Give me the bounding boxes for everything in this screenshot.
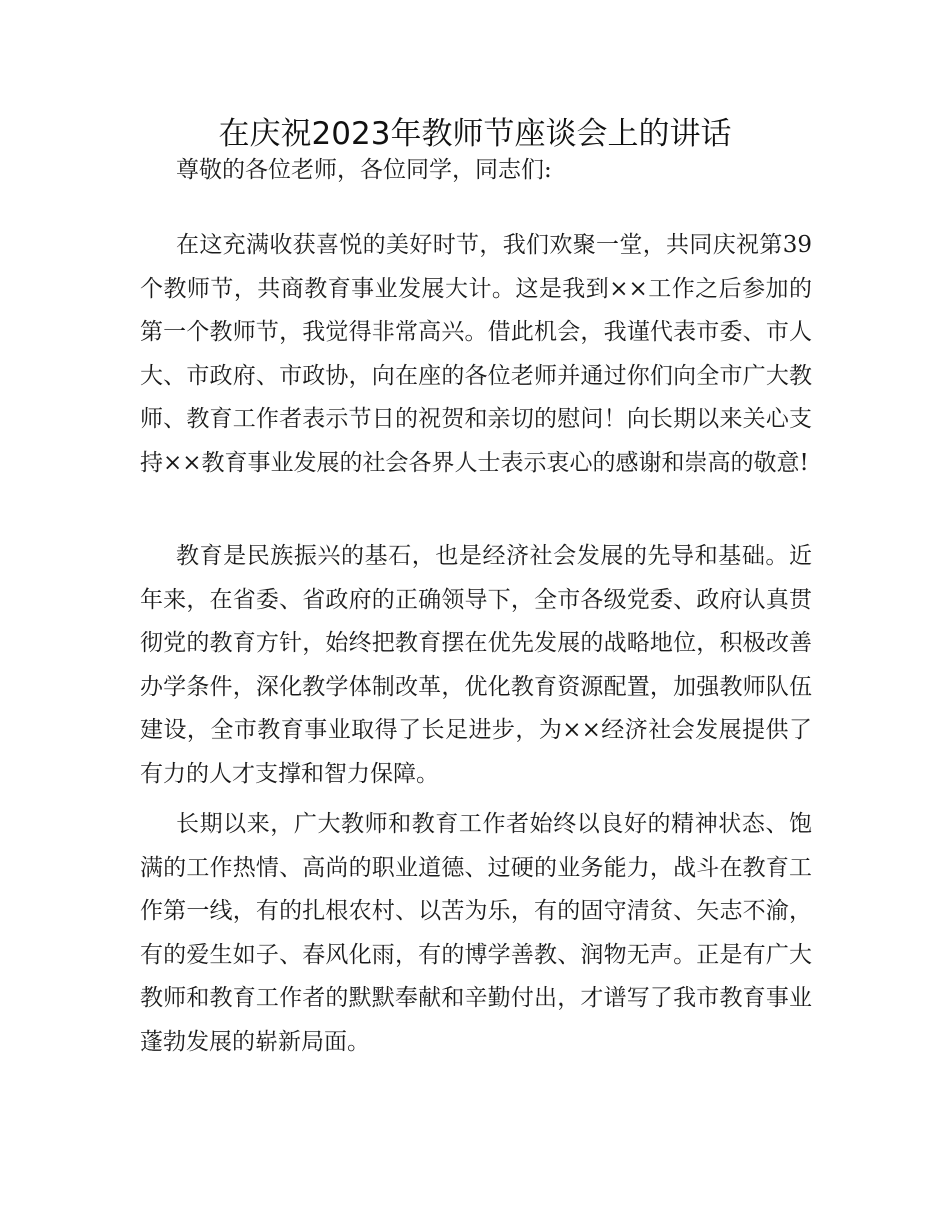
paragraph-2: 教育是民族振兴的基石，也是经济社会发展的先导和基础。近年来，在省委、省政府的正确领导下，全市各级党委、政府认真贯彻党的教育方针，始终把教育摆在优先发展的战略地位，积极改善办学条件，深化教学体制改革，优化教育资源配置，加强教师队伍建设，全市教育事业取得了长足进步，为××经济社会发展提供了有力的人才支撑和智力保障。 — [140, 543, 812, 787]
paragraph-3: 长期以来，广大教师和教育工作者始终以良好的精神状态、饱满的工作热情、高尚的职业道德、过硬的业务能力，战斗在教育工作第一线，有的扎根农村、以苦为乐，有的固守清贫、矢志不渝，有的爱生如子、春风化雨，有的博学善教、润物无声。正是有广大教师和教育工作者的默默奉献和辛勤付出，才谱写了我市教育事业蓬勃发展的崭新局面。 — [140, 811, 812, 1055]
salutation: 尊敬的各位老师，各位同学，同志们: — [176, 157, 552, 183]
paragraph-1: 在这充满收获喜悦的美好时节，我们欢聚一堂，共同庆祝第39个教师节，共商教育事业发展大计。这是我到××工作之后参加的第一个教师节，我觉得非常高兴。借此机会，我谨代表市委、市人大、市政府、市政协，向在座的各位老师并通过你们向全市广大教师、教育工作者表示节日的祝贺和亲切的慰问！向长期以来关心支持××教育事业发展的社会各界人士表示衷心的感谢和崇高的敬意! — [140, 232, 812, 476]
document-title: 在庆祝2023年教师节座谈会上的讲话 — [218, 116, 732, 152]
